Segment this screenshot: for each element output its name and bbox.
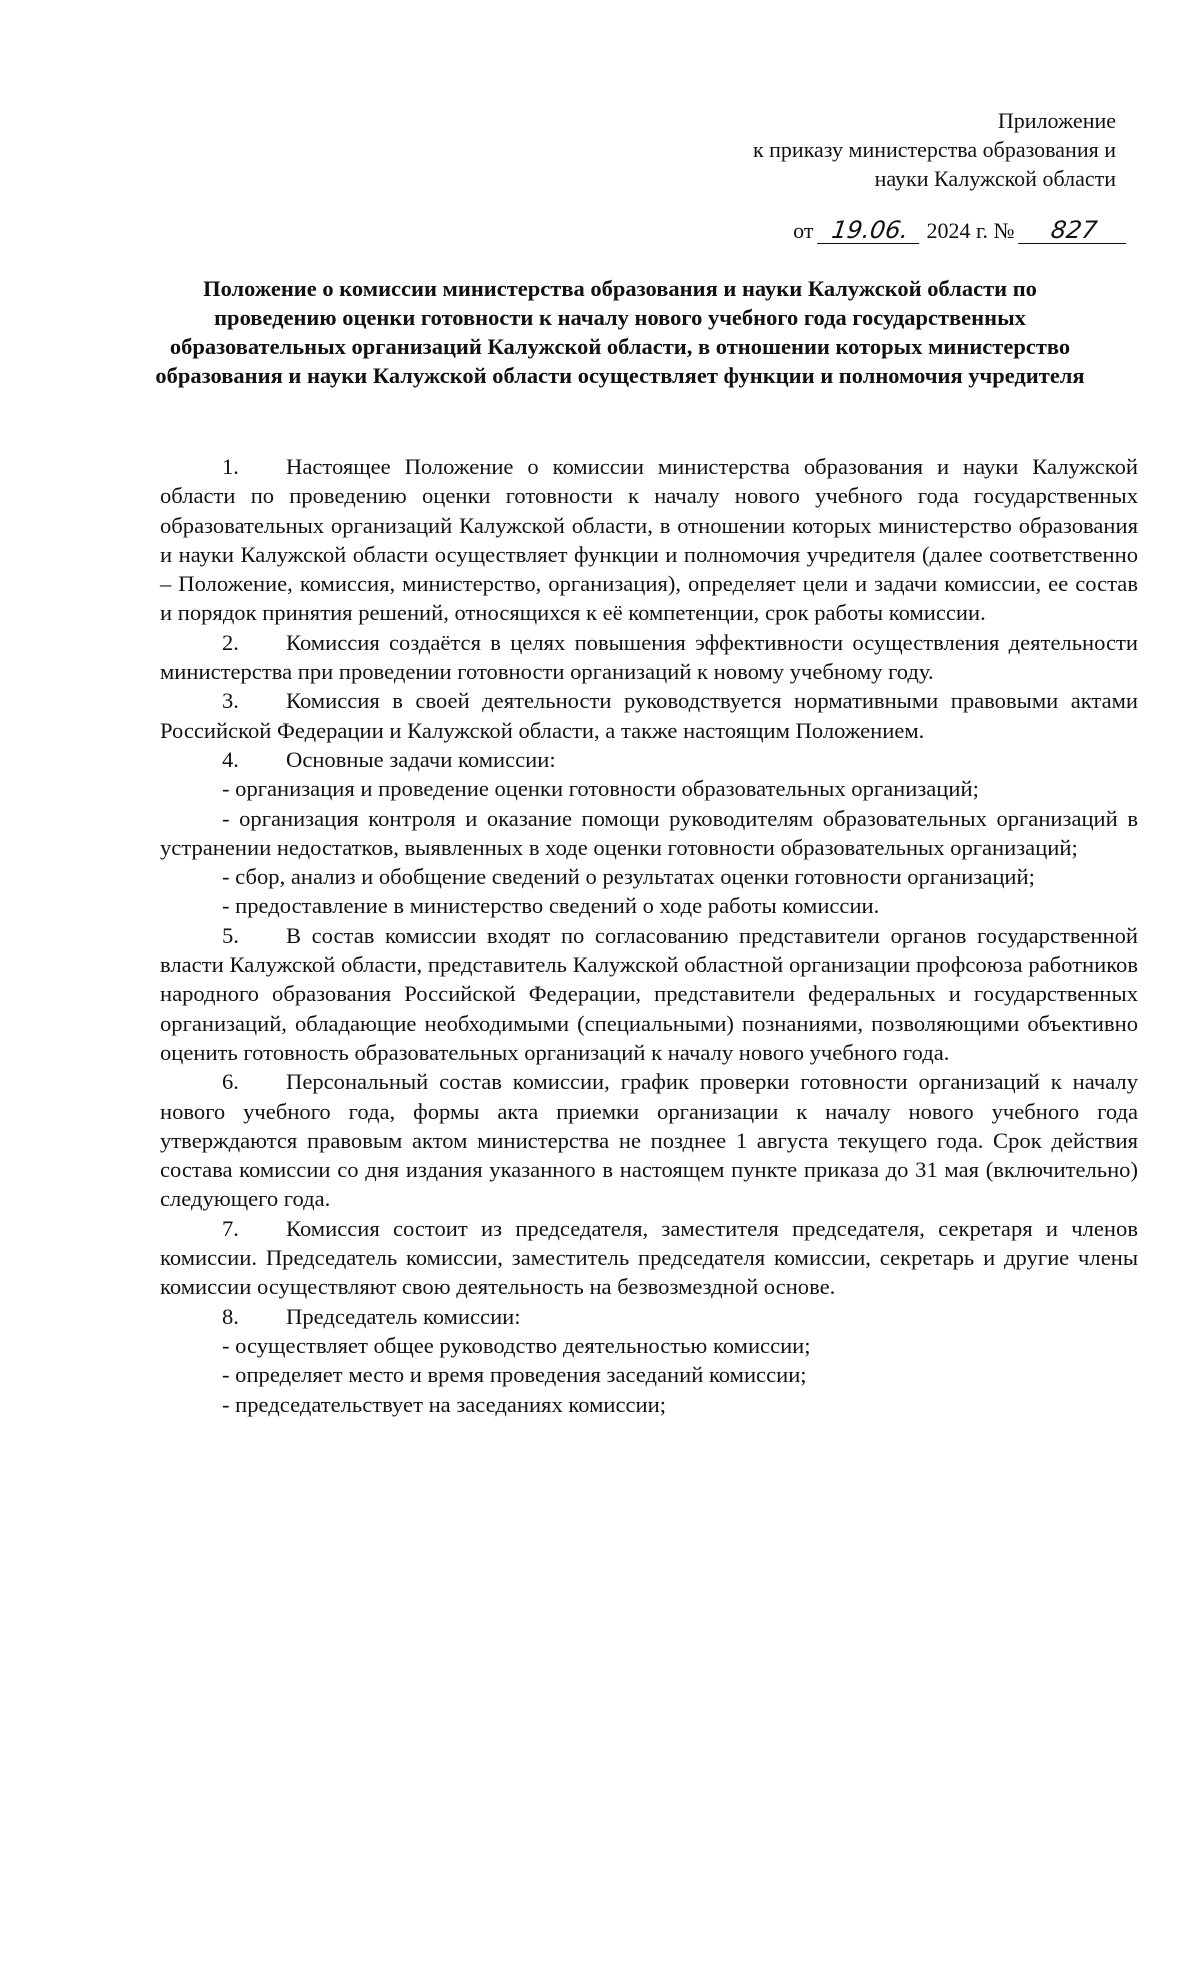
appendix-label: Приложение [997, 108, 1116, 133]
paragraph [160, 1067, 1138, 1213]
order-number-handwritten: 827 [1018, 217, 1130, 244]
order-prefix: от [793, 218, 814, 243]
paragraph-text: Комиссия состоит из председателя, заместителя председателя, секретаря и членов комиссии. Председатель комиссии, заместитель председателя комиссии, секретарь и другие члены комиссии осуществляют свою деятельность на безвозмездной основе. [160, 1215, 1138, 1300]
paragraph [160, 628, 1138, 687]
list-item-text: - организация контроля и оказание помощи руководителям образовательных организаций в устранении недостатков, выявленных в ходе оценки готовности образовательных организаций; [160, 805, 1138, 860]
paragraph-number: 6. [222, 1069, 239, 1095]
paragraph-text: Настоящее Положение о комиссии министерства образования и науки Калужской области по проведению оценки готовности к началу нового учебного года государственных образовательных организаций Калужской области, в отношении которых министерство образования и науки Калужской области осуществляет функции и полномочия учредителя (далее соответственно – Положение, комиссия, министерство, организация), определяет цели и задачи комиссии, ее состав и порядок принятия решений, относящихся к её компетенции, срок работы комиссии. [160, 454, 1138, 626]
order-year: 2024 г. № [926, 218, 1015, 243]
appendix-order-ref: к приказу министерства образования и [752, 137, 1116, 162]
list-item [160, 1390, 1138, 1419]
paragraph-number: 5. [222, 922, 239, 948]
list-item [160, 774, 1138, 803]
document-title: Положение о комиссии министерства образования и науки Калужской области по проведению оценки готовности к началу нового учебного года государственных образовательных организаций Калужской области, в отношении которых министерство образования и науки Калужской области осуществляет функции и полномочия учредителя [155, 276, 1085, 388]
paragraph-number: 3. [222, 688, 239, 714]
paragraph-text: Председатель комиссии: [286, 1303, 521, 1329]
paragraph-number: 4. [222, 746, 239, 772]
paragraph-number: 2. [222, 629, 239, 655]
paragraph-text: Персональный состав комиссии, график проверки готовности организаций к началу нового учебного года, формы акта приемки организации к началу нового учебного года утверждаются правовым актом министерства не позднее 1 августа текущего года. Срок действия состава комиссии со дня издания указанного в настоящем пункте приказа до 31 мая (включительно) следующего года. [160, 1069, 1138, 1212]
list-item-text: - председательствует на заседаниях комиссии; [222, 1391, 666, 1417]
list-item-text: - предоставление в министерство сведений о ходе работы комиссии. [222, 893, 880, 919]
order-date-number [793, 216, 1128, 246]
list-item [160, 804, 1138, 863]
list-item-text: - сбор, анализ и обобщение сведений о результатах оценки готовности организаций; [222, 864, 1035, 890]
list-item-text: - определяет место и время проведения заседаний комиссии; [222, 1362, 807, 1388]
paragraph-text: Комиссия в своей деятельности руководствуется нормативными правовыми актами Российской Федерации и Калужской области, а также настоящим Положением. [160, 688, 1138, 743]
paragraph-text: Комиссия создаётся в целях повышения эффективности осуществления деятельности министерства при проведении готовности организаций к новому учебному году. [160, 629, 1138, 685]
list-item [160, 1360, 1138, 1389]
list-item [160, 1331, 1138, 1360]
paragraph [160, 1214, 1138, 1302]
order-date-handwritten: 19.06. [817, 217, 923, 244]
appendix-ministry: науки Калужской области [874, 166, 1116, 191]
list-item [160, 891, 1138, 920]
paragraph [160, 921, 1138, 1067]
list-item-text: - организация и проведение оценки готовности образовательных организаций; [222, 776, 979, 802]
list-item-text: - осуществляет общее руководство деятельностью комиссии; [222, 1332, 811, 1358]
paragraph [160, 1302, 1138, 1331]
paragraph-text: Основные задачи комиссии: [286, 746, 556, 772]
document-body [160, 452, 1138, 1419]
paragraph [160, 745, 1138, 774]
paragraph-number: 8. [222, 1303, 239, 1329]
list-item [160, 862, 1138, 891]
paragraph-number: 7. [222, 1215, 239, 1241]
paragraph-number: 1. [222, 454, 239, 479]
appendix-header [753, 106, 1116, 193]
paragraph [160, 452, 1138, 628]
paragraph [160, 686, 1138, 745]
paragraph-text: В состав комиссии входят по согласованию представители органов государственной власти Калужской области, представитель Калужской областной организации профсоюза работников народного образования Российской Федерации, представители федеральных и государственных организаций, обладающие необходимыми (специальными) познаниями, позволяющими объективно оценить готовность образовательных организаций к началу нового учебного года. [160, 922, 1138, 1065]
